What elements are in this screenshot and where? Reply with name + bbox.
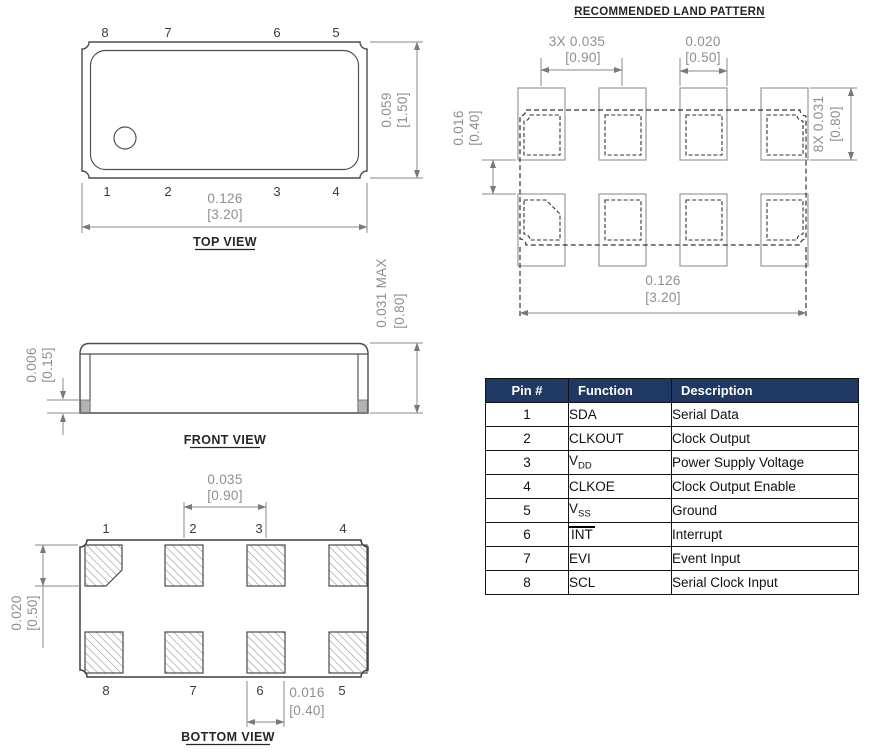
footprint-pad-dashed <box>686 200 722 240</box>
dim-height-inch: 0.059 <box>379 92 394 128</box>
pin-number: 7 <box>189 683 197 698</box>
bottom-pad <box>165 632 203 673</box>
description-cell: Clock Output <box>672 427 859 451</box>
function-cell: SCL <box>569 571 672 595</box>
description-cell: Clock Output Enable <box>672 475 859 499</box>
function-cell-overline: INT <box>569 523 672 547</box>
function-cell: $V_{DD}$ <box>569 451 672 475</box>
function-cell: SDA <box>569 403 672 427</box>
table-row <box>486 571 859 595</box>
pin-cell: 1 <box>486 403 569 427</box>
land-pad <box>761 88 808 160</box>
bottom-pad <box>165 545 203 586</box>
dim-pitch-inch: 0.035 <box>207 472 243 487</box>
footprint-pad-dashed <box>605 200 641 240</box>
footprint-pad-dashed <box>767 115 803 155</box>
pin-function-table <box>485 378 859 595</box>
pin-number: 8 <box>102 683 110 698</box>
pin-number: 2 <box>189 521 197 536</box>
dim-pad-height-mm: [0.50] <box>25 595 40 631</box>
land-pad <box>599 194 646 266</box>
table-row <box>486 547 859 571</box>
dim-pad-height-mm: [0.80] <box>828 106 843 142</box>
description-cell: Serial Clock Input <box>672 571 859 595</box>
dim-gap-inch: 0.016 <box>451 110 466 146</box>
land-pad <box>518 194 565 266</box>
top-view-package-outline <box>82 42 367 178</box>
side-pad <box>358 400 367 413</box>
dim-pad-thickness-mm: [0.15] <box>40 347 55 383</box>
pin-cell: 4 <box>486 475 569 499</box>
table-row <box>486 523 859 547</box>
land-pattern-title: RECOMMENDED LAND PATTERN <box>574 6 765 18</box>
pin-number: 6 <box>273 25 281 40</box>
description-cell: Power Supply Voltage <box>672 451 859 475</box>
pin-number: 8 <box>101 25 109 40</box>
table-row <box>486 475 859 499</box>
pin-number: 1 <box>102 521 110 536</box>
description-cell: Event Input <box>672 547 859 571</box>
footprint-pad-dashed <box>767 200 803 240</box>
dim-pad-height-inch: 8X 0.031 <box>811 95 826 153</box>
pin-cell: 8 <box>486 571 569 595</box>
pin-number: 7 <box>164 25 172 40</box>
dim-pad-width-inch: 0.020 <box>685 34 721 49</box>
table-row <box>486 451 859 475</box>
function-cell: EVI <box>569 547 672 571</box>
side-pad <box>81 400 90 413</box>
land-pad <box>518 88 565 160</box>
footprint-pad-dashed <box>686 115 722 155</box>
front-view-label: FRONT VIEW <box>183 433 267 447</box>
pin-number: 3 <box>273 184 281 199</box>
function-cell: $V_{SS}$ <box>569 499 672 523</box>
dim-overall-inch: 0.126 <box>645 273 681 288</box>
description-cell: Serial Data <box>672 403 859 427</box>
land-pad <box>680 194 727 266</box>
table-row <box>486 427 859 451</box>
dim-width-inch: 0.126 <box>207 191 243 206</box>
dim-height-max-inch: 0.031 MAX <box>374 258 389 328</box>
dim-pad-height-inch: 0.020 <box>9 595 24 631</box>
bottom-pad <box>247 632 285 673</box>
footprint-pad1-dashed-chamfer <box>524 200 560 240</box>
bottom-pad <box>247 545 285 586</box>
function-cell: CLKOUT <box>569 427 672 451</box>
bottom-pad <box>85 632 123 673</box>
pin-number: 3 <box>255 521 263 536</box>
header-pin-number: Pin # <box>486 379 569 403</box>
table-row <box>486 403 859 427</box>
bottom-view-label: BOTTOM VIEW <box>181 730 275 744</box>
description-cell: Interrupt <box>672 523 859 547</box>
dim-pad-width-mm: [0.40] <box>289 703 325 718</box>
footprint-pad-dashed <box>524 115 560 155</box>
pin-number: 6 <box>256 683 264 698</box>
dim-gap-mm: [0.40] <box>467 110 482 146</box>
front-view-drawing <box>0 255 460 455</box>
pin-cell: 3 <box>486 451 569 475</box>
dim-height-max-mm: [0.80] <box>392 293 407 329</box>
bottom-pad <box>329 545 367 586</box>
pin-cell: 2 <box>486 427 569 451</box>
dim-pad-width-mm: [0.50] <box>685 50 721 65</box>
pin-number: 5 <box>332 25 340 40</box>
pin-cell: 5 <box>486 499 569 523</box>
land-pad <box>680 88 727 160</box>
bottom-view-drawing <box>0 455 460 753</box>
top-view-drawing <box>0 0 460 260</box>
table-row <box>486 499 859 523</box>
dim-pad-thickness-inch: 0.006 <box>24 347 39 383</box>
package-footprint-dashed <box>520 110 806 245</box>
function-cell: CLKOE <box>569 475 672 499</box>
dim-pitch-inch: 3X 0.035 <box>548 34 606 49</box>
dim-pad-width-inch: 0.016 <box>289 685 325 700</box>
header-description: Description <box>672 379 859 403</box>
dim-pitch-mm: [0.90] <box>207 488 243 503</box>
land-pad <box>599 88 646 160</box>
footprint-pad-dashed <box>605 115 641 155</box>
pin-number: 4 <box>339 521 347 536</box>
dim-pitch-mm: [0.90] <box>565 50 601 65</box>
pin-number: 1 <box>103 184 111 199</box>
header-function: Function <box>569 379 672 403</box>
pin-number: 5 <box>338 683 346 698</box>
pin-number: 2 <box>164 184 172 199</box>
pin-cell: 7 <box>486 547 569 571</box>
pin-number: 4 <box>332 184 340 199</box>
bottom-pad <box>329 632 367 673</box>
dim-height-mm: [1.50] <box>395 92 410 128</box>
dim-width-mm: [3.20] <box>207 207 243 222</box>
table-header-row <box>486 379 859 403</box>
dim-overall-mm: [3.20] <box>645 290 681 305</box>
top-view-label: TOP VIEW <box>193 235 257 249</box>
land-pad <box>761 194 808 266</box>
land-pattern-drawing <box>451 0 871 345</box>
pin-cell: 6 <box>486 523 569 547</box>
description-cell: Ground <box>672 499 859 523</box>
